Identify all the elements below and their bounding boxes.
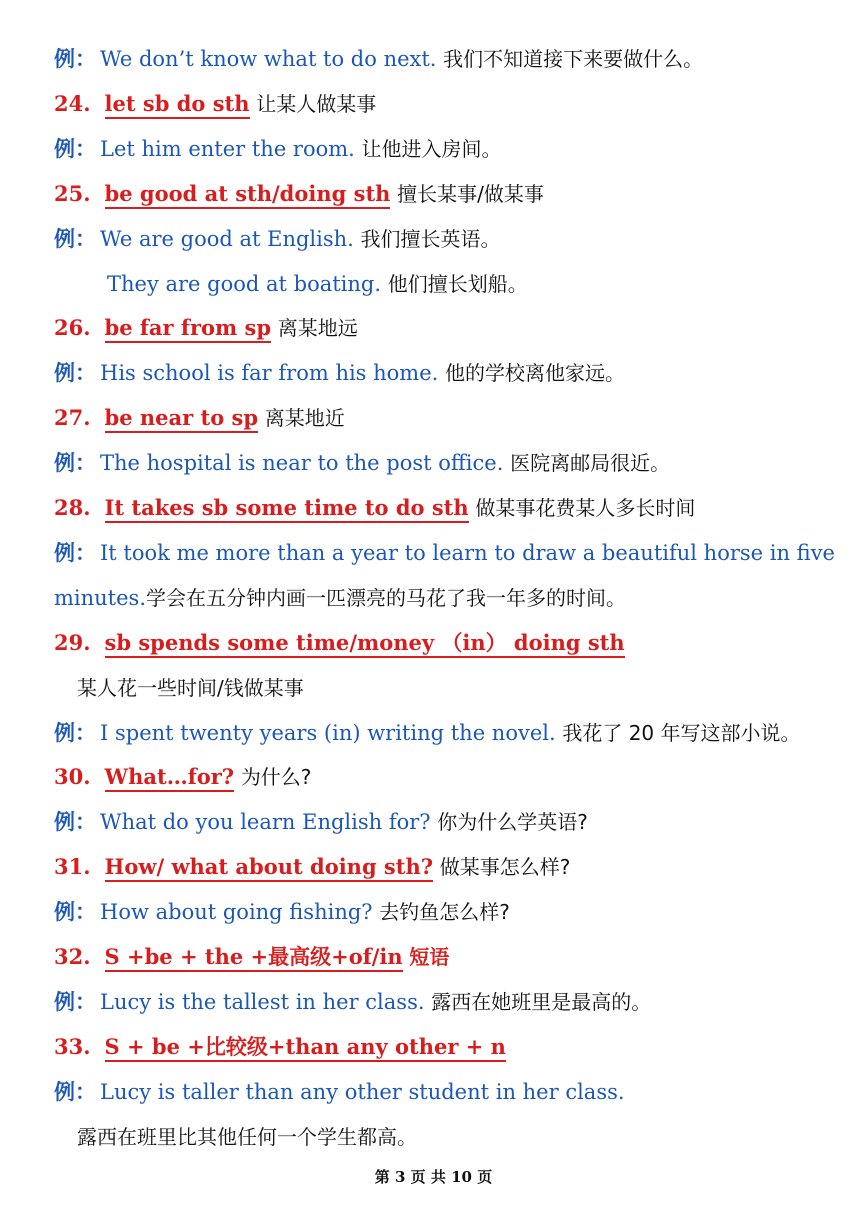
phrase-meaning: 做某事花费某人多长时间 <box>475 496 696 520</box>
example-chinese: 学会在五分钟内画一匹漂亮的马花了我一年多的时间。 <box>146 585 626 610</box>
phrase-text: /doing sth <box>272 181 390 209</box>
example-label: 例 <box>54 1078 75 1104</box>
phrase-text: be far from sp <box>105 315 272 343</box>
example-english: Lucy is the tallest in her class. <box>100 989 425 1014</box>
phrase-text: S +be + the +最高级+of <box>105 944 372 972</box>
example-line <box>54 1077 625 1107</box>
phrase-line <box>54 852 570 882</box>
example-colon: ： <box>75 225 96 251</box>
example-line <box>54 583 626 613</box>
example-label: 例 <box>54 225 75 251</box>
example-english: How about going fishing? <box>100 900 373 925</box>
example-english: I spent twenty years (in) writing the novel. <box>100 720 556 745</box>
example-english: His school is far from his home. <box>100 361 439 386</box>
example-line <box>77 673 304 703</box>
example-line <box>107 269 528 299</box>
phrase-line <box>54 313 358 343</box>
phrase-number: 33. <box>54 1033 91 1059</box>
phrase-meaning: 让某人做某事 <box>256 91 377 116</box>
example-line <box>54 807 588 837</box>
example-line <box>77 1122 417 1152</box>
example-english: They are good at boating. <box>107 271 382 296</box>
phrase-number: 28. <box>54 495 91 520</box>
example-line <box>54 897 510 927</box>
phrase-meaning: 做某事怎么样? <box>439 855 571 880</box>
phrase-line <box>54 942 449 972</box>
phrase-text: How <box>105 854 157 882</box>
phrase-line <box>54 1032 506 1062</box>
phrase-number: 24. <box>54 90 91 116</box>
phrase-number: 26. <box>54 315 91 341</box>
phrase-line <box>54 493 695 523</box>
page-footer: 第 3 页 共 10 页 <box>374 1168 493 1186</box>
phrase-text: What…for? <box>105 764 235 792</box>
example-label: 例 <box>54 450 75 476</box>
example-colon: ： <box>75 360 96 386</box>
phrase-line <box>54 762 311 792</box>
example-english: Let him enter the room. <box>100 136 355 161</box>
example-english: The hospital is near to the post office. <box>100 451 504 476</box>
phrase-text: sb spends some time <box>105 630 350 658</box>
phrase-meaning: 为什么? <box>240 765 312 790</box>
example-label: 例 <box>54 809 75 835</box>
example-line <box>54 358 625 388</box>
example-line <box>54 718 801 748</box>
example-colon: ： <box>75 809 96 835</box>
example-label: 例 <box>54 899 75 925</box>
phrase-text: be good at sth <box>105 181 272 209</box>
example-chinese: 他们擅长划船。 <box>387 271 528 296</box>
example-chinese: 我花了 20 年写这部小说。 <box>562 720 801 745</box>
phrase-line <box>54 179 544 209</box>
example-chinese: 露西在她班里是最高的。 <box>431 989 652 1014</box>
phrase-number: 25. <box>54 180 91 206</box>
example-english: Lucy is taller than any other student in her class. <box>100 1079 625 1104</box>
example-colon: ： <box>75 539 96 565</box>
example-colon: ： <box>75 719 96 745</box>
phrase-number: 32. <box>54 944 91 969</box>
phrase-meaning: 离某地近 <box>264 406 345 431</box>
example-chinese: 去钓鱼怎么样? <box>379 900 510 925</box>
example-english: It took me more than a year to learn to draw a beautiful horse in five <box>100 540 835 565</box>
example-chinese: 医院离邮局很近。 <box>510 451 671 476</box>
example-label: 例 <box>54 360 75 386</box>
example-chinese: 你为什么学英语? <box>437 810 588 835</box>
phrase-line <box>54 628 625 658</box>
phrase-text: be near to sp <box>105 405 259 433</box>
chinese-translation: 某人花一些时间/钱做某事 <box>77 675 304 700</box>
phrase-meaning: 离某地远 <box>277 316 358 341</box>
phrase-text: S + be +比较级+than any other + n <box>105 1034 506 1062</box>
example-line <box>54 448 670 478</box>
phrase-text: /money （in） doing sth <box>349 630 624 658</box>
example-chinese: 让他进入房间。 <box>361 136 502 161</box>
example-english: We are good at English. <box>100 226 354 251</box>
phrase-meaning: 擅长某事/做某事 <box>397 181 544 206</box>
example-label: 例 <box>54 539 75 565</box>
example-chinese: 我们不知道接下来要做什么。 <box>443 47 704 71</box>
chinese-translation: 露西在班里比其他任何一个学生都高。 <box>77 1124 417 1149</box>
example-colon: ： <box>75 1078 96 1104</box>
example-chinese: 他的学校离他家远。 <box>445 361 626 386</box>
phrase-line <box>54 89 376 119</box>
phrase-text: / what about doing sth? <box>156 854 433 882</box>
example-label: 例 <box>54 719 75 745</box>
phrase-number: 30. <box>54 764 91 790</box>
phrase-number: 29. <box>54 629 91 655</box>
example-label: 例 <box>54 46 75 71</box>
example-colon: ： <box>75 135 96 161</box>
example-line <box>54 224 501 254</box>
phrase-line <box>54 403 345 433</box>
example-label: 例 <box>54 988 75 1014</box>
phrase-number: 27. <box>54 405 91 431</box>
example-label: 例 <box>54 135 75 161</box>
example-line <box>54 134 502 164</box>
phrase-meaning: 短语 <box>409 945 450 969</box>
phrase-text: let sb do sth <box>105 91 250 119</box>
phrase-text: /in <box>372 944 403 972</box>
phrase-text: It takes sb some time to do sth <box>105 495 469 523</box>
example-colon: ： <box>75 899 96 925</box>
example-english: minutes. <box>54 585 146 610</box>
phrase-number: 31. <box>54 854 91 880</box>
example-line <box>54 987 651 1017</box>
example-colon: ： <box>75 450 96 476</box>
example-colon: ： <box>75 988 96 1014</box>
example-english: What do you learn English for? <box>100 810 431 835</box>
example-colon: ： <box>75 46 96 71</box>
example-chinese: 我们擅长英语。 <box>360 226 501 251</box>
example-line <box>54 538 835 568</box>
example-english: We don’t know what to do next. <box>100 47 437 71</box>
example-line <box>54 44 703 74</box>
